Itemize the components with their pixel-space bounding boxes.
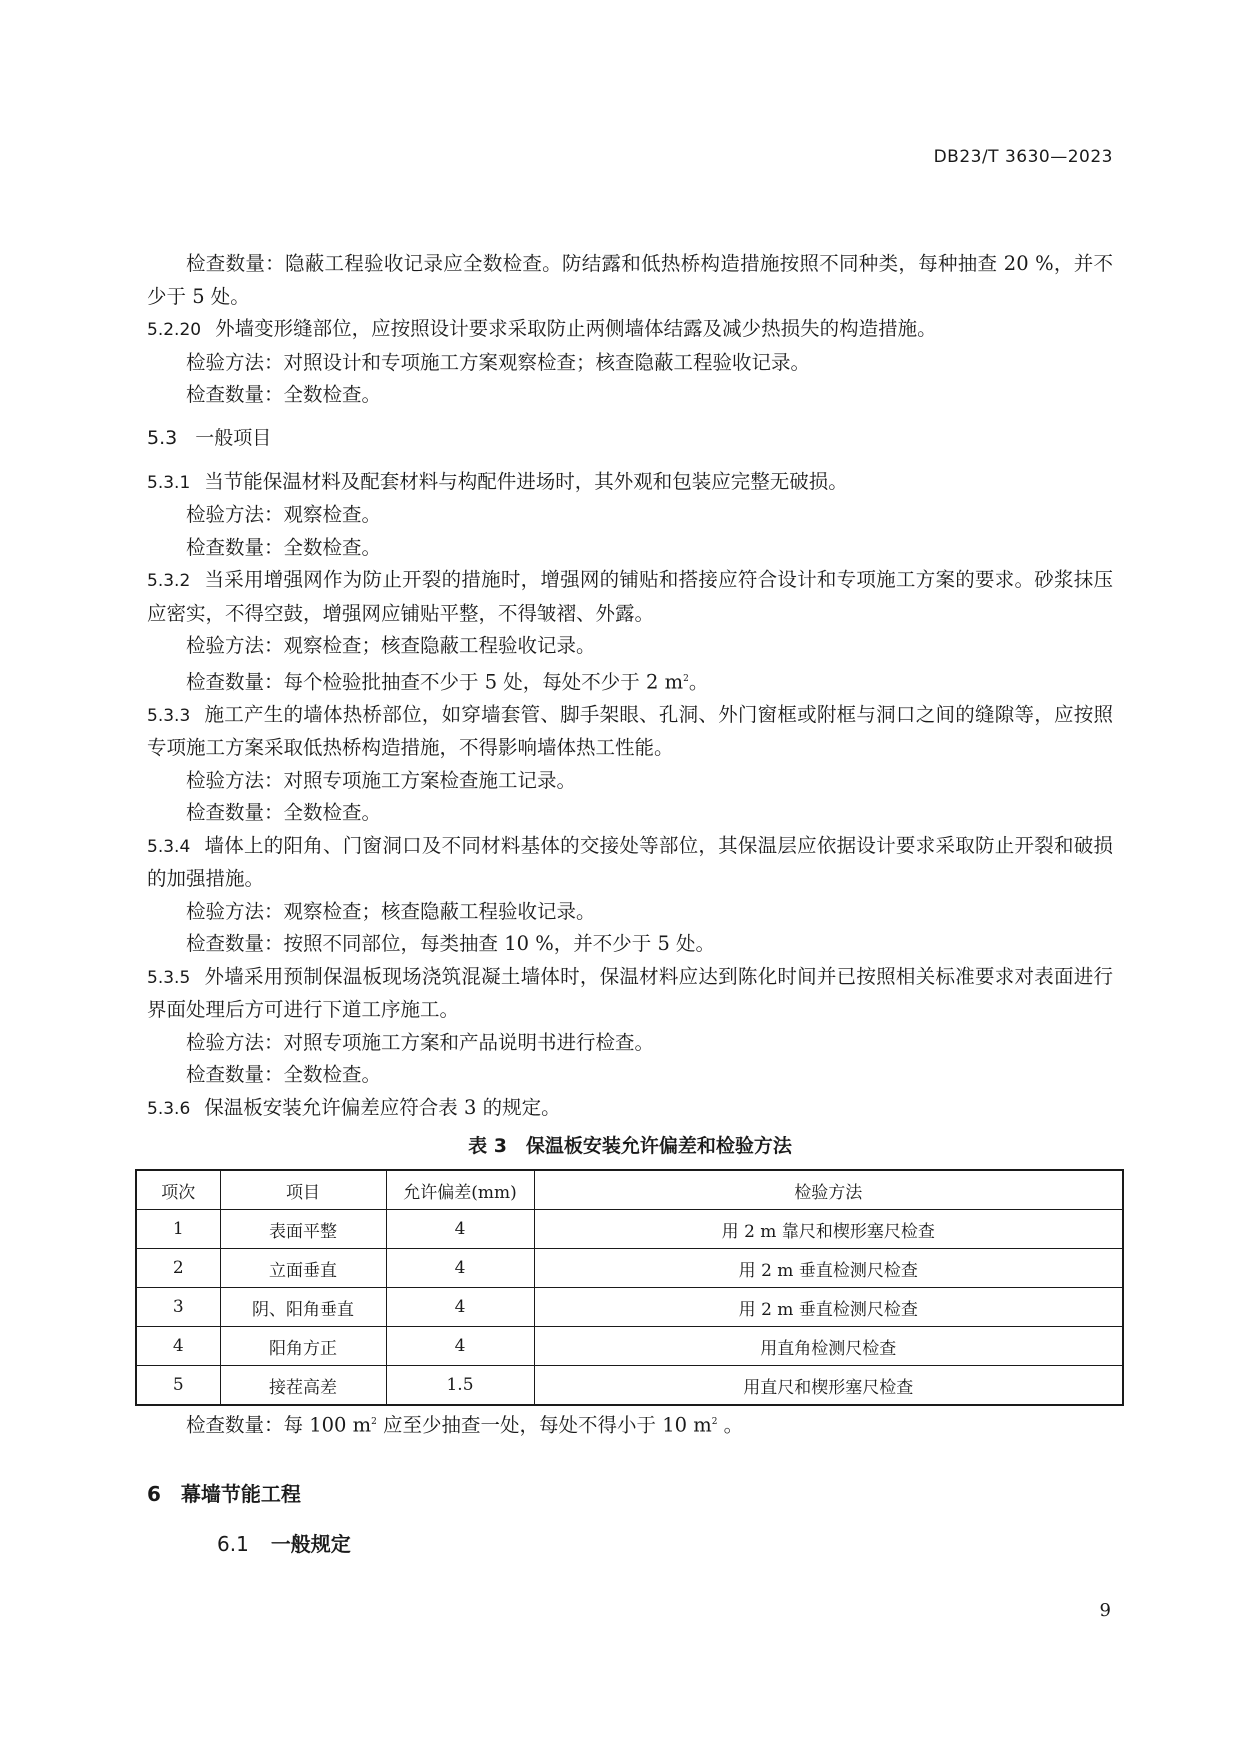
table-cell: 1.5 <box>386 1366 534 1406</box>
clause-number: 5.3.4 <box>147 836 191 857</box>
quantity-text: 应至少抽查一处，每处不得小于 10 m <box>376 1413 712 1437</box>
table-cell: 用直角检测尺检查 <box>534 1327 1123 1366</box>
inspection-method: 检验方法：对照专项施工方案检查施工记录。 <box>186 768 577 792</box>
clause-text: 外墙采用预制保温板现场浇筑混凝土墙体时，保温材料应达到陈化时间并已按照相关标准要求对表面进行界面处理后方可进行下道工序施工。 <box>147 964 1113 1021</box>
clause-5-3-5 <box>147 961 1113 1027</box>
clause-5-3-6 <box>147 1092 1113 1126</box>
section-number: 6.1 <box>217 1532 249 1556</box>
clause-number: 5.3.5 <box>147 967 191 988</box>
quantity-end: 。 <box>717 1413 744 1437</box>
table-row <box>136 1327 1123 1366</box>
table-cell: 阳角方正 <box>220 1327 386 1366</box>
clause-5-3-1 <box>147 466 1113 500</box>
clause-5-3-4 <box>147 830 1113 896</box>
deviation-table <box>135 1169 1124 1406</box>
inspection-method: 检验方法：对照专项施工方案和产品说明书进行检查。 <box>186 1030 655 1054</box>
clause-number: 5.3.3 <box>147 705 191 726</box>
chapter-heading <box>147 1478 1113 1510</box>
quantity-text: 检查数量：每个检验批抽查不少于 5 处，每处不少于 2 m <box>186 670 684 693</box>
table-cell: 1 <box>136 1210 220 1249</box>
table-cell: 4 <box>386 1210 534 1249</box>
section-heading <box>147 422 1113 454</box>
quantity-end: 。 <box>688 670 709 693</box>
column-header: 项次 <box>136 1170 220 1210</box>
document-body <box>147 248 1113 1560</box>
clause-number: 5.2.20 <box>147 320 202 340</box>
inspection-method: 检验方法：观察检查；核查隐蔽工程验收记录。 <box>186 899 596 923</box>
table-cell: 表面平整 <box>220 1210 386 1249</box>
chapter-number: 6 <box>147 1482 161 1506</box>
section-number: 5.3 <box>147 426 178 449</box>
superscript: 2 <box>371 1417 377 1427</box>
clause-text: 墙体上的阳角、门窗洞口及不同材料基体的交接处等部位，其保温层应依据设计要求采取防止开裂和破损的加强措施。 <box>147 833 1113 890</box>
inspection-quantity: 检查数量：全数检查。 <box>186 535 382 559</box>
clause-5-3-3 <box>147 699 1113 765</box>
clause-text: 当节能保温材料及配套材料与构配件进场时，其外观和包装应完整无破损。 <box>204 469 848 493</box>
table-cell: 3 <box>136 1288 220 1327</box>
table-cell: 5 <box>136 1366 220 1406</box>
clause-number: 5.3.6 <box>147 1098 191 1119</box>
table-row <box>136 1288 1123 1327</box>
clause-5-2-20 <box>147 313 1113 347</box>
table-cell: 阴、阳角垂直 <box>220 1288 386 1327</box>
table-cell: 4 <box>386 1288 534 1327</box>
table-cell: 4 <box>386 1249 534 1288</box>
inspection-quantity <box>147 1406 1113 1442</box>
table-cell: 用 2 m 靠尺和楔形塞尺检查 <box>534 1210 1123 1249</box>
table-row <box>136 1366 1123 1406</box>
inspection-quantity: 检查数量：全数检查。 <box>186 383 382 406</box>
clause-text: 保温板安装允许偏差应符合表 3 的规定。 <box>204 1095 561 1119</box>
table-row <box>136 1249 1123 1288</box>
table-cell: 4 <box>386 1327 534 1366</box>
table-cell: 4 <box>136 1327 220 1366</box>
inspection-quantity: 检查数量：全数检查。 <box>186 801 382 824</box>
clause-5-3-2 <box>147 564 1113 630</box>
clause-text: 外墙变形缝部位，应按照设计要求采取防止两侧墙体结露及减少热损失的构造措施。 <box>215 317 937 340</box>
inspection-method: 检验方法：观察检查；核查隐蔽工程验收记录。 <box>186 634 596 657</box>
table-cell: 用直尺和楔形塞尺检查 <box>534 1366 1123 1406</box>
chapter-title: 幕墙节能工程 <box>180 1482 301 1506</box>
table-cell: 接茬高差 <box>220 1366 386 1406</box>
table-cell: 用 2 m 垂直检测尺检查 <box>534 1288 1123 1327</box>
superscript: 2 <box>683 673 689 684</box>
clause-number: 5.3.1 <box>147 472 191 493</box>
column-header: 检验方法 <box>534 1170 1123 1210</box>
inspection-quantity <box>147 663 1113 699</box>
section-heading-6-1 <box>217 1528 1113 1560</box>
page-number: 9 <box>1099 1600 1111 1621</box>
clause-text: 当采用增强网作为防止开裂的措施时，增强网的铺贴和搭接应符合设计和专项施工方案的要求。砂浆抹压应密实，不得空鼓，增强网应铺贴平整，不得皱褶、外露。 <box>147 568 1113 625</box>
table-title: 表 3 保温板安装允许偏差和检验方法 <box>468 1135 792 1157</box>
inspection-method: 检验方法：对照设计和专项施工方案观察检查；核查隐蔽工程验收记录。 <box>186 350 811 374</box>
table-row <box>136 1210 1123 1249</box>
inspection-quantity: 检查数量：按照不同部位，每类抽查 10 %，并不少于 5 处。 <box>186 932 716 955</box>
table-cell: 2 <box>136 1249 220 1288</box>
table-cell: 立面垂直 <box>220 1249 386 1288</box>
section-title: 一般规定 <box>270 1532 351 1556</box>
inspection-method: 检验方法：观察检查。 <box>186 503 382 526</box>
paragraph: 检查数量：隐蔽工程验收记录应全数检查。防结露和低热桥构造措施按照不同种类，每种抽查 20 %，并不少于 5 处。 <box>147 252 1113 308</box>
standard-id: DB23/T 3630—2023 <box>933 147 1113 167</box>
inspection-quantity: 检查数量：全数检查。 <box>186 1063 382 1086</box>
superscript: 2 <box>711 1417 718 1427</box>
quantity-text: 检查数量：每 100 m <box>186 1413 372 1437</box>
section-title: 一般项目 <box>195 426 272 449</box>
column-header: 允许偏差(mm) <box>386 1170 534 1210</box>
clause-text: 施工产生的墙体热桥部位，如穿墙套管、脚手架眼、孔洞、外门窗框或附框与洞口之间的缝隙等，应按照专项施工方案采取低热桥构造措施，不得影响墙体热工性能。 <box>147 702 1113 759</box>
table-cell: 用 2 m 垂直检测尺检查 <box>534 1249 1123 1288</box>
table-header-row <box>136 1170 1123 1210</box>
clause-number: 5.3.2 <box>147 571 191 591</box>
column-header: 项目 <box>220 1170 386 1210</box>
